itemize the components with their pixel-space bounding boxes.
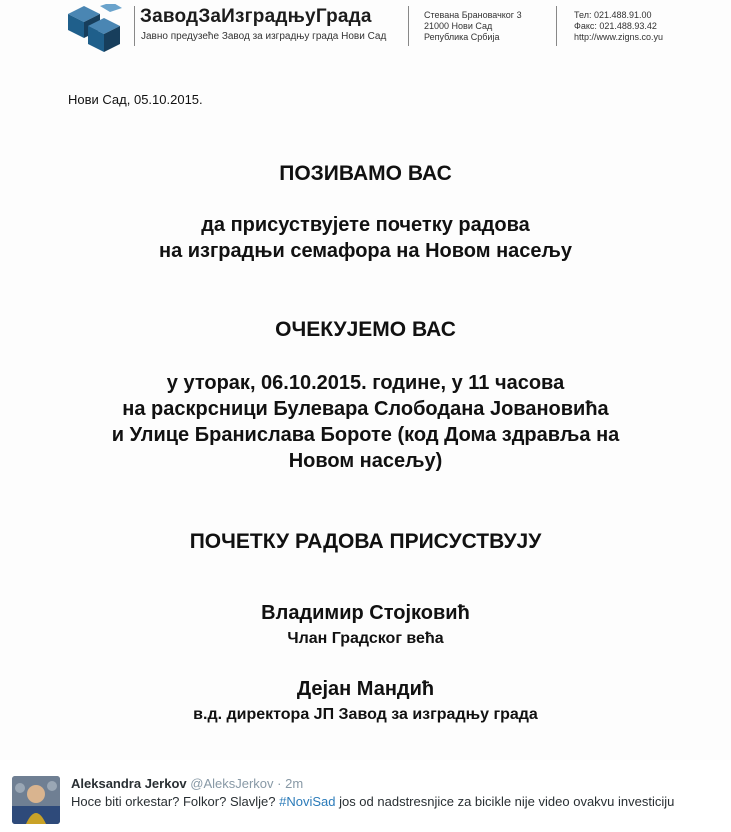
tweet-header xyxy=(71,776,303,791)
org-name: ЗаводЗаИзградњуГрада xyxy=(140,6,372,27)
contact-line: Факс: 021.488.93.42 xyxy=(574,21,657,31)
tweet-text xyxy=(71,794,721,810)
event-details-paragraph xyxy=(0,370,731,474)
tweet-text-part: jos od nadstresnjice za bicikle nije video ovakvu investiciju xyxy=(335,794,675,809)
paragraph-line: на раскрсници Булевара Слободана Јовановића xyxy=(122,398,609,420)
user-avatar-icon xyxy=(12,776,60,824)
address-line: Република Србија xyxy=(424,32,500,42)
zig-logo-icon xyxy=(66,4,122,56)
heading-attendees: ПОЧЕТКУ РАДОВА ПРИСУСТВУЈУ xyxy=(189,530,542,553)
paragraph-line: на изградњи семафора на Новом насељу xyxy=(158,240,573,262)
header-divider xyxy=(134,6,135,46)
attendee-title: в.д. директора ЈП Завод за изградњу града xyxy=(193,706,538,723)
author-handle[interactable]: @AleksJerkov xyxy=(190,776,274,791)
tweet-timestamp[interactable]: 2m xyxy=(285,776,304,791)
attendee-name: Владимир Стојковић xyxy=(261,602,470,624)
attendee-name: Дејан Мандић xyxy=(296,678,435,700)
org-contact xyxy=(574,10,663,43)
tweet-text-part: Hoce biti orkestar? Folkor? Slavlje? xyxy=(71,794,280,809)
time-separator: · xyxy=(273,776,286,791)
org-subtitle: Јавно предузеће Завод за изградњу града Нови Сад xyxy=(141,31,387,42)
heading-expect: ОЧЕКУЈЕМО ВАС xyxy=(275,318,456,341)
invite-paragraph xyxy=(0,212,731,264)
paragraph-line: у уторак, 06.10.2015. године, у 11 часова xyxy=(166,372,565,394)
header-divider xyxy=(408,6,409,46)
header-divider xyxy=(556,6,557,46)
paragraph-line: Новом насељу) xyxy=(288,450,443,472)
paragraph-line: и Улице Бранислава Бороте (код Дома здравља на xyxy=(111,424,620,446)
address-line: 21000 Нови Сад xyxy=(424,21,493,31)
hashtag-link[interactable]: #NoviSad xyxy=(279,794,336,809)
author-name[interactable]: Aleksandra Jerkov xyxy=(71,776,187,791)
heading-invite: ПОЗИВАМО ВАС xyxy=(279,162,452,185)
attendee-title: Члан Градског већа xyxy=(287,630,444,647)
contact-line: Тел: 021.488.91.00 xyxy=(574,10,652,20)
tweet xyxy=(0,768,731,832)
letter-date: Нови Сад, 05.10.2015. xyxy=(68,92,203,107)
paragraph-line: да присуствујете почетку радова xyxy=(201,214,530,236)
contact-line: http://www.zigns.co.yu xyxy=(574,32,664,42)
avatar[interactable] xyxy=(12,776,60,824)
org-address xyxy=(424,10,522,43)
letterhead xyxy=(0,0,731,60)
address-line: Стевана Брановачког 3 xyxy=(424,10,522,20)
